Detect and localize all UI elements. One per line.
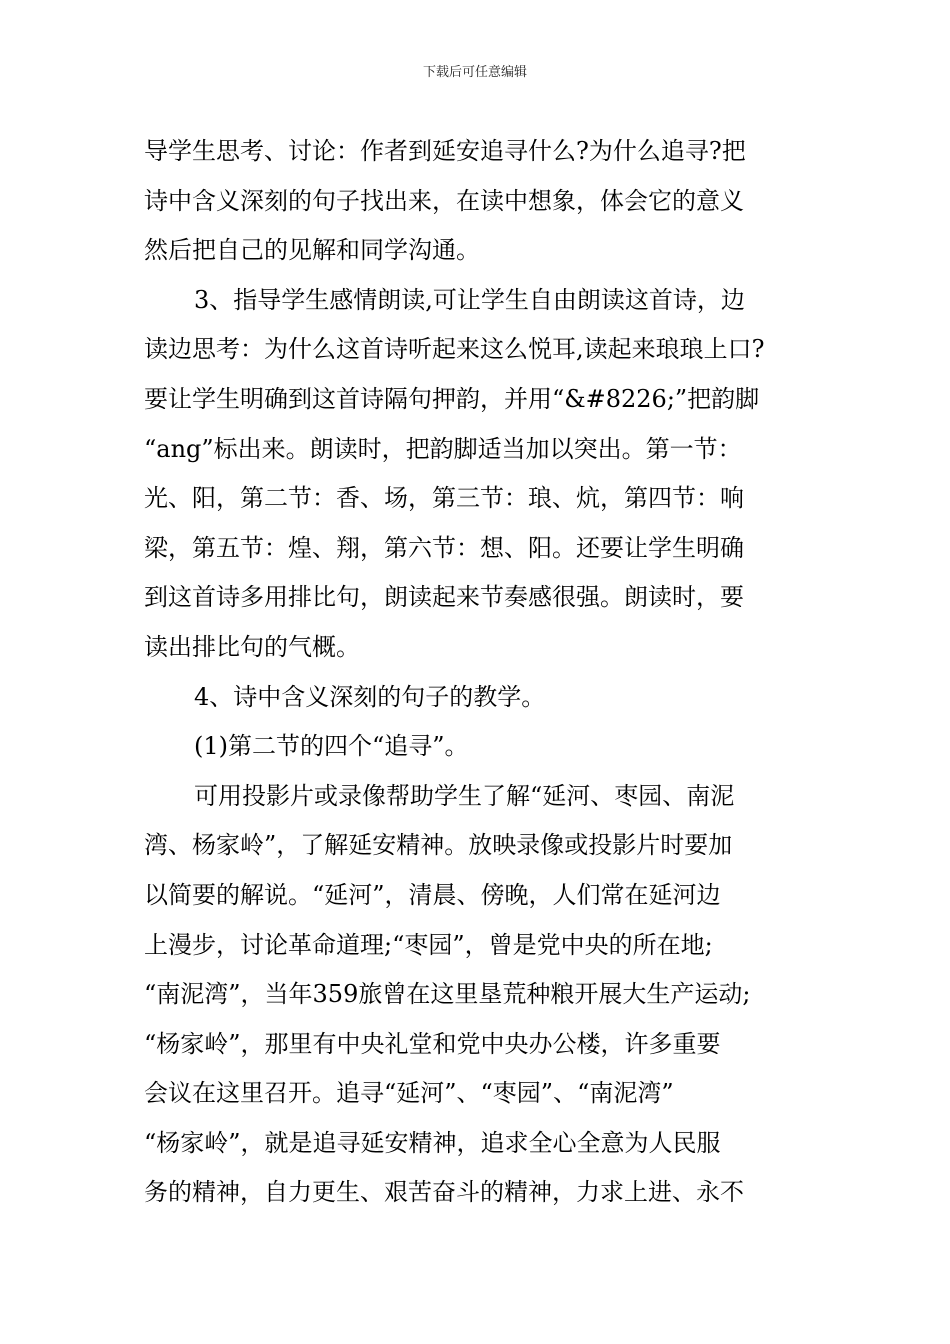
text-line: 要让学生明确到这首诗隔句押韵，并用“&#8226;”把韵脚: [144, 384, 760, 413]
text-line: 梁，第五节：煌、翔，第六节：想、阳。还要让学生明确: [144, 533, 744, 562]
text-line: 导学生思考、讨论：作者到延安追寻什么?为什么追寻?把: [144, 137, 746, 165]
text-line: 光、阳，第二节：香、场，第三节：琅、炕，第四节：响: [144, 484, 744, 513]
text-line: “杨家岭”，就是追寻延安精神，追求全心全意为人民服: [144, 1128, 721, 1157]
text-line: “南泥湾”，当年359旅曾在这里垦荒种粮开展大生产运动;: [144, 980, 751, 1009]
text-line: “杨家岭”，那里有中央礼堂和党中央办公楼，许多重要: [144, 1029, 721, 1058]
paragraph-start-line: 4、诗中含义深刻的句子的教学。: [194, 682, 546, 711]
text-line: 到这首诗多用排比句，朗读起来节奏感很强。朗读时，要: [144, 583, 744, 612]
text-line: 以简要的解说。“延河”，清晨、傍晚，人们常在延河边: [144, 880, 721, 909]
text-line: 上漫步，讨论革命道理;“枣园”，曾是党中央的所在地;: [144, 930, 713, 959]
text-line: 读边思考：为什么这首诗听起来这么悦耳,读起来琅琅上口?: [144, 335, 765, 364]
text-line: 务的精神，自力更生、艰苦奋斗的精神，力求上进、永不: [144, 1178, 744, 1207]
document-body: [144, 127, 814, 1218]
text-line: 湾、杨家岭”，了解延安精神。放映录像或投影片时要加: [144, 831, 733, 860]
paragraph-start-line: 3、指导学生感情朗读,可让学生自由朗读这首诗，边: [194, 285, 745, 314]
text-line: 读出排比句的气概。: [144, 632, 360, 661]
text-line: 然后把自己的见解和同学沟通。: [144, 236, 480, 265]
paragraph-start-line: 可用投影片或录像帮助学生了解“延河、枣园、南泥: [194, 781, 735, 810]
text-line: 会议在这里召开。追寻“延河”、“枣园”、“南泥湾”: [144, 1079, 674, 1108]
text-line: “ang”标出来。朗读时，把韵脚适当加以突出。第一节：: [144, 434, 742, 463]
text-line: 诗中含义深刻的句子找出来，在读中想象，体会它的意义: [144, 186, 744, 215]
page-header: 下载后可任意编辑: [422, 65, 527, 80]
paragraph-start-line: (1)第二节的四个“追寻”。: [194, 732, 469, 761]
